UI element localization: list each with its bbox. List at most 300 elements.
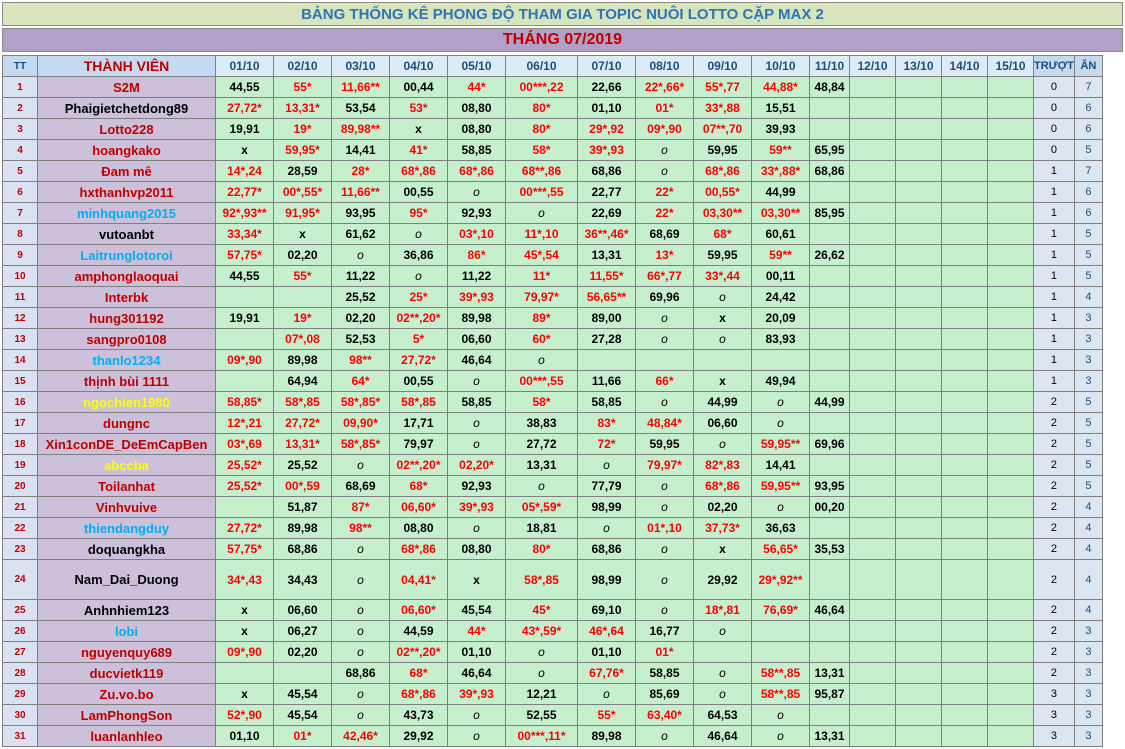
day-cell [942, 726, 988, 747]
day-cell: x [694, 371, 752, 392]
day-cell [216, 371, 274, 392]
day-cell: 44,99 [694, 392, 752, 413]
day-cell [896, 434, 942, 455]
day-cell: 61,62 [332, 224, 390, 245]
day-cell: o [752, 726, 810, 747]
day-cell: 45,54 [274, 705, 332, 726]
member-name: hung301192 [38, 308, 216, 329]
member-name: Phaigietchetdong89 [38, 98, 216, 119]
day-cell: 02**,20* [390, 308, 448, 329]
day-cell [988, 119, 1034, 140]
day-cell [896, 476, 942, 497]
day-cell: x [694, 539, 752, 560]
miss-count: 1 [1034, 287, 1075, 308]
win-count: 6 [1074, 182, 1102, 203]
table-row [3, 434, 1103, 455]
day-cell [896, 182, 942, 203]
day-cell [942, 224, 988, 245]
row-number: 31 [3, 726, 38, 747]
win-count: 5 [1074, 245, 1102, 266]
day-cell: 66* [636, 371, 694, 392]
win-count: 4 [1074, 287, 1102, 308]
day-cell: 03*,10 [448, 224, 506, 245]
member-name: Laitrunglotoroi [38, 245, 216, 266]
day-cell: 41* [390, 140, 448, 161]
day-cell: 25,52 [274, 455, 332, 476]
day-cell: o [752, 497, 810, 518]
day-cell [810, 329, 850, 350]
miss-count: 3 [1034, 705, 1075, 726]
day-cell: o [448, 705, 506, 726]
day-cell: 28* [332, 161, 390, 182]
day-cell: 69,10 [578, 600, 636, 621]
win-count: 5 [1074, 455, 1102, 476]
day-cell: o [636, 329, 694, 350]
table-row [3, 308, 1103, 329]
day-cell: 59,95 [694, 140, 752, 161]
day-cell: 68*,86 [390, 684, 448, 705]
row-number: 15 [3, 371, 38, 392]
member-name: LamPhongSon [38, 705, 216, 726]
day-cell: 5* [390, 329, 448, 350]
day-cell: 13,31 [506, 455, 578, 476]
header-win: ĂN [1074, 56, 1102, 77]
day-cell [850, 600, 896, 621]
day-cell: 67,76* [578, 663, 636, 684]
day-cell: o [694, 434, 752, 455]
day-cell: 08,80 [448, 98, 506, 119]
day-cell [850, 497, 896, 518]
row-number: 20 [3, 476, 38, 497]
day-cell [896, 371, 942, 392]
day-cell: 15,51 [752, 98, 810, 119]
day-cell: 22,66 [578, 77, 636, 98]
miss-count: 2 [1034, 621, 1075, 642]
day-cell [942, 600, 988, 621]
day-cell [896, 266, 942, 287]
day-cell: 42,46* [332, 726, 390, 747]
day-cell: 48,84* [636, 413, 694, 434]
day-cell: 68,86 [274, 539, 332, 560]
table-row [3, 476, 1103, 497]
day-cell [896, 140, 942, 161]
day-cell: 29*,92** [752, 560, 810, 600]
member-name: S2M [38, 77, 216, 98]
day-cell [896, 287, 942, 308]
row-number: 21 [3, 497, 38, 518]
row-number: 7 [3, 203, 38, 224]
day-cell: 08,80 [448, 539, 506, 560]
day-cell: 26,62 [810, 245, 850, 266]
day-cell [942, 663, 988, 684]
day-cell [942, 371, 988, 392]
day-cell [850, 350, 896, 371]
day-cell: 07*,08 [274, 329, 332, 350]
day-cell: o [390, 224, 448, 245]
day-cell [988, 455, 1034, 476]
day-cell: 19,91 [216, 308, 274, 329]
day-cell [896, 161, 942, 182]
day-cell: 27,72* [216, 98, 274, 119]
day-cell: 80* [506, 119, 578, 140]
day-cell: 00***,55 [506, 182, 578, 203]
table-row [3, 497, 1103, 518]
day-cell [988, 497, 1034, 518]
day-cell [942, 350, 988, 371]
row-number: 2 [3, 98, 38, 119]
day-cell: 19* [274, 119, 332, 140]
day-cell [988, 684, 1034, 705]
day-cell: 04,41* [390, 560, 448, 600]
day-cell [988, 539, 1034, 560]
member-name: thịnh bùi 1111 [38, 371, 216, 392]
miss-count: 1 [1034, 350, 1075, 371]
day-cell: 00***,22 [506, 77, 578, 98]
win-count: 3 [1074, 371, 1102, 392]
day-cell: 58,85 [448, 140, 506, 161]
day-cell [810, 642, 850, 663]
day-cell: 22*,66* [636, 77, 694, 98]
win-count: 3 [1074, 642, 1102, 663]
member-name: ngochien1980 [38, 392, 216, 413]
day-cell [988, 518, 1034, 539]
member-name: ducvietk119 [38, 663, 216, 684]
member-name: lobi [38, 621, 216, 642]
day-cell [810, 266, 850, 287]
miss-count: 1 [1034, 224, 1075, 245]
day-cell: 98** [332, 518, 390, 539]
day-cell: 58* [506, 140, 578, 161]
day-cell: 14,41 [752, 455, 810, 476]
day-cell: 34,43 [274, 560, 332, 600]
day-cell: 68*,86 [694, 161, 752, 182]
row-number: 25 [3, 600, 38, 621]
day-cell: x [448, 560, 506, 600]
day-cell [578, 350, 636, 371]
day-cell [896, 726, 942, 747]
table-row [3, 621, 1103, 642]
header-day: 01/10 [216, 56, 274, 77]
day-cell [850, 455, 896, 476]
win-count: 3 [1074, 663, 1102, 684]
day-cell [810, 413, 850, 434]
day-cell [988, 203, 1034, 224]
day-cell: 06,27 [274, 621, 332, 642]
day-cell: 80* [506, 539, 578, 560]
day-cell: o [332, 455, 390, 476]
day-cell [896, 77, 942, 98]
day-cell: 46,64 [810, 600, 850, 621]
day-cell: 53,54 [332, 98, 390, 119]
win-count: 5 [1074, 266, 1102, 287]
day-cell: 00,11 [752, 266, 810, 287]
day-cell [896, 600, 942, 621]
day-cell: o [390, 266, 448, 287]
day-cell: 45*,54 [506, 245, 578, 266]
day-cell [896, 203, 942, 224]
day-cell: 02**,20* [390, 642, 448, 663]
day-cell: o [694, 621, 752, 642]
day-cell [988, 245, 1034, 266]
day-cell: o [578, 455, 636, 476]
win-count: 6 [1074, 98, 1102, 119]
day-cell: 09*,90 [636, 119, 694, 140]
day-cell: 55* [274, 77, 332, 98]
day-cell [850, 266, 896, 287]
member-name: Zu.vo.bo [38, 684, 216, 705]
day-cell: 07**,70 [694, 119, 752, 140]
day-cell: 60,61 [752, 224, 810, 245]
day-cell: 89,98 [448, 308, 506, 329]
day-cell [942, 98, 988, 119]
day-cell [810, 518, 850, 539]
miss-count: 1 [1034, 203, 1075, 224]
day-cell: 77,79 [578, 476, 636, 497]
header-day: 11/10 [810, 56, 850, 77]
day-cell [216, 329, 274, 350]
day-cell: 02**,20* [390, 455, 448, 476]
row-number: 29 [3, 684, 38, 705]
day-cell: 85,95 [810, 203, 850, 224]
day-cell: o [448, 518, 506, 539]
day-cell: 01,10 [448, 642, 506, 663]
day-cell: o [332, 684, 390, 705]
member-name: Xin1conDE_DeEmCapBen [38, 434, 216, 455]
day-cell: 95,87 [810, 684, 850, 705]
day-cell: 45,54 [448, 600, 506, 621]
day-cell: 11*,10 [506, 224, 578, 245]
win-count: 5 [1074, 476, 1102, 497]
member-name: luanlanhleo [38, 726, 216, 747]
day-cell [850, 518, 896, 539]
day-cell [942, 182, 988, 203]
row-number: 1 [3, 77, 38, 98]
day-cell: 38,83 [506, 413, 578, 434]
day-cell: 68* [390, 663, 448, 684]
row-number: 12 [3, 308, 38, 329]
day-cell [896, 455, 942, 476]
day-cell: x [694, 308, 752, 329]
day-cell [216, 497, 274, 518]
day-cell: o [636, 161, 694, 182]
day-cell: 58*,85 [506, 560, 578, 600]
day-cell: 11,66** [332, 77, 390, 98]
day-cell: 29,92 [390, 726, 448, 747]
table-row [3, 600, 1103, 621]
header-tt: TT [3, 56, 38, 77]
day-cell: 58*,85* [332, 434, 390, 455]
day-cell [850, 663, 896, 684]
day-cell: o [506, 350, 578, 371]
day-cell [988, 350, 1034, 371]
day-cell: 58*,85 [390, 392, 448, 413]
miss-count: 1 [1034, 308, 1075, 329]
day-cell: o [636, 497, 694, 518]
day-cell: o [636, 476, 694, 497]
day-cell: o [694, 684, 752, 705]
day-cell: 27,28 [578, 329, 636, 350]
miss-count: 2 [1034, 476, 1075, 497]
day-cell: 93,95 [810, 476, 850, 497]
row-number: 10 [3, 266, 38, 287]
day-cell: x [216, 621, 274, 642]
win-count: 3 [1074, 350, 1102, 371]
day-cell: 00***,55 [506, 371, 578, 392]
day-cell: 60* [506, 329, 578, 350]
day-cell: 79,97* [506, 287, 578, 308]
day-cell: 98,99 [578, 497, 636, 518]
day-cell [850, 621, 896, 642]
day-cell: 68* [390, 476, 448, 497]
day-cell [752, 621, 810, 642]
day-cell: 98,99 [578, 560, 636, 600]
day-cell: 89,00 [578, 308, 636, 329]
day-cell: 13,31 [578, 245, 636, 266]
day-cell: o [752, 413, 810, 434]
day-cell: 11,22 [448, 266, 506, 287]
table-row [3, 560, 1103, 600]
day-cell [896, 497, 942, 518]
miss-count: 1 [1034, 266, 1075, 287]
day-cell [988, 663, 1034, 684]
table-row [3, 392, 1103, 413]
table-row [3, 140, 1103, 161]
day-cell: 33*,44 [694, 266, 752, 287]
table-row [3, 518, 1103, 539]
day-cell: 11* [506, 266, 578, 287]
day-cell: x [390, 119, 448, 140]
day-cell: 06,60 [694, 413, 752, 434]
header-day: 07/10 [578, 56, 636, 77]
day-cell: o [332, 642, 390, 663]
day-cell: 95* [390, 203, 448, 224]
row-number: 18 [3, 434, 38, 455]
day-cell: o [636, 726, 694, 747]
day-cell: 68,86 [332, 663, 390, 684]
miss-count: 1 [1034, 245, 1075, 266]
win-count: 5 [1074, 413, 1102, 434]
day-cell: x [274, 224, 332, 245]
day-cell [850, 161, 896, 182]
day-cell [988, 77, 1034, 98]
row-number: 16 [3, 392, 38, 413]
header-day: 02/10 [274, 56, 332, 77]
day-cell: 09*,90 [216, 642, 274, 663]
day-cell [942, 518, 988, 539]
day-cell: 18*,81 [694, 600, 752, 621]
day-cell [942, 413, 988, 434]
day-cell: 57,75* [216, 539, 274, 560]
table-row [3, 287, 1103, 308]
member-name: thanlo1234 [38, 350, 216, 371]
day-cell: 59** [752, 245, 810, 266]
day-cell: 33*,88* [752, 161, 810, 182]
day-cell: x [216, 140, 274, 161]
day-cell: 93,95 [332, 203, 390, 224]
win-count: 4 [1074, 560, 1102, 600]
table-row [3, 119, 1103, 140]
day-cell [942, 621, 988, 642]
day-cell: 00,20 [810, 497, 850, 518]
day-cell [988, 161, 1034, 182]
row-number: 14 [3, 350, 38, 371]
member-name: Vinhvuive [38, 497, 216, 518]
day-cell [850, 287, 896, 308]
row-number: 5 [3, 161, 38, 182]
member-name: hoangkako [38, 140, 216, 161]
row-number: 24 [3, 560, 38, 600]
win-count: 5 [1074, 392, 1102, 413]
day-cell [988, 329, 1034, 350]
day-cell [850, 245, 896, 266]
day-cell: 53* [390, 98, 448, 119]
day-cell: 24,42 [752, 287, 810, 308]
win-count: 3 [1074, 726, 1102, 747]
day-cell: 76,69* [752, 600, 810, 621]
day-cell: 58,85 [578, 392, 636, 413]
day-cell: 58,85 [636, 663, 694, 684]
day-cell: 48,84 [810, 77, 850, 98]
day-cell: 01,10 [216, 726, 274, 747]
day-cell: 13,31 [810, 663, 850, 684]
day-cell [850, 203, 896, 224]
day-cell [942, 245, 988, 266]
day-cell: o [752, 392, 810, 413]
day-cell: 92,93 [448, 203, 506, 224]
day-cell: 58* [506, 392, 578, 413]
day-cell: 02,20 [332, 308, 390, 329]
day-cell [988, 98, 1034, 119]
day-cell: o [332, 705, 390, 726]
day-cell: 01* [636, 98, 694, 119]
day-cell: 58**,85 [752, 663, 810, 684]
table-body [3, 77, 1103, 747]
miss-count: 2 [1034, 497, 1075, 518]
day-cell: 06,60* [390, 497, 448, 518]
day-cell: 03*,69 [216, 434, 274, 455]
day-cell: o [636, 392, 694, 413]
day-cell: 86* [448, 245, 506, 266]
miss-count: 2 [1034, 539, 1075, 560]
day-cell: 66*,77 [636, 266, 694, 287]
miss-count: 2 [1034, 455, 1075, 476]
win-count: 4 [1074, 497, 1102, 518]
day-cell [896, 705, 942, 726]
day-cell [988, 266, 1034, 287]
member-name: Lotto228 [38, 119, 216, 140]
day-cell: 22,77* [216, 182, 274, 203]
day-cell [810, 455, 850, 476]
day-cell [942, 77, 988, 98]
day-cell: o [448, 182, 506, 203]
day-cell [810, 350, 850, 371]
day-cell [896, 642, 942, 663]
day-cell [942, 434, 988, 455]
row-number: 4 [3, 140, 38, 161]
day-cell: 59,95** [752, 434, 810, 455]
member-name: Đam mê [38, 161, 216, 182]
day-cell: 22,69 [578, 203, 636, 224]
day-cell: o [636, 539, 694, 560]
day-cell: 13,31* [274, 434, 332, 455]
member-name: dungnc [38, 413, 216, 434]
day-cell: o [448, 371, 506, 392]
day-cell: o [448, 434, 506, 455]
day-cell [942, 455, 988, 476]
day-cell: 68*,86 [694, 476, 752, 497]
day-cell [216, 287, 274, 308]
win-count: 3 [1074, 329, 1102, 350]
